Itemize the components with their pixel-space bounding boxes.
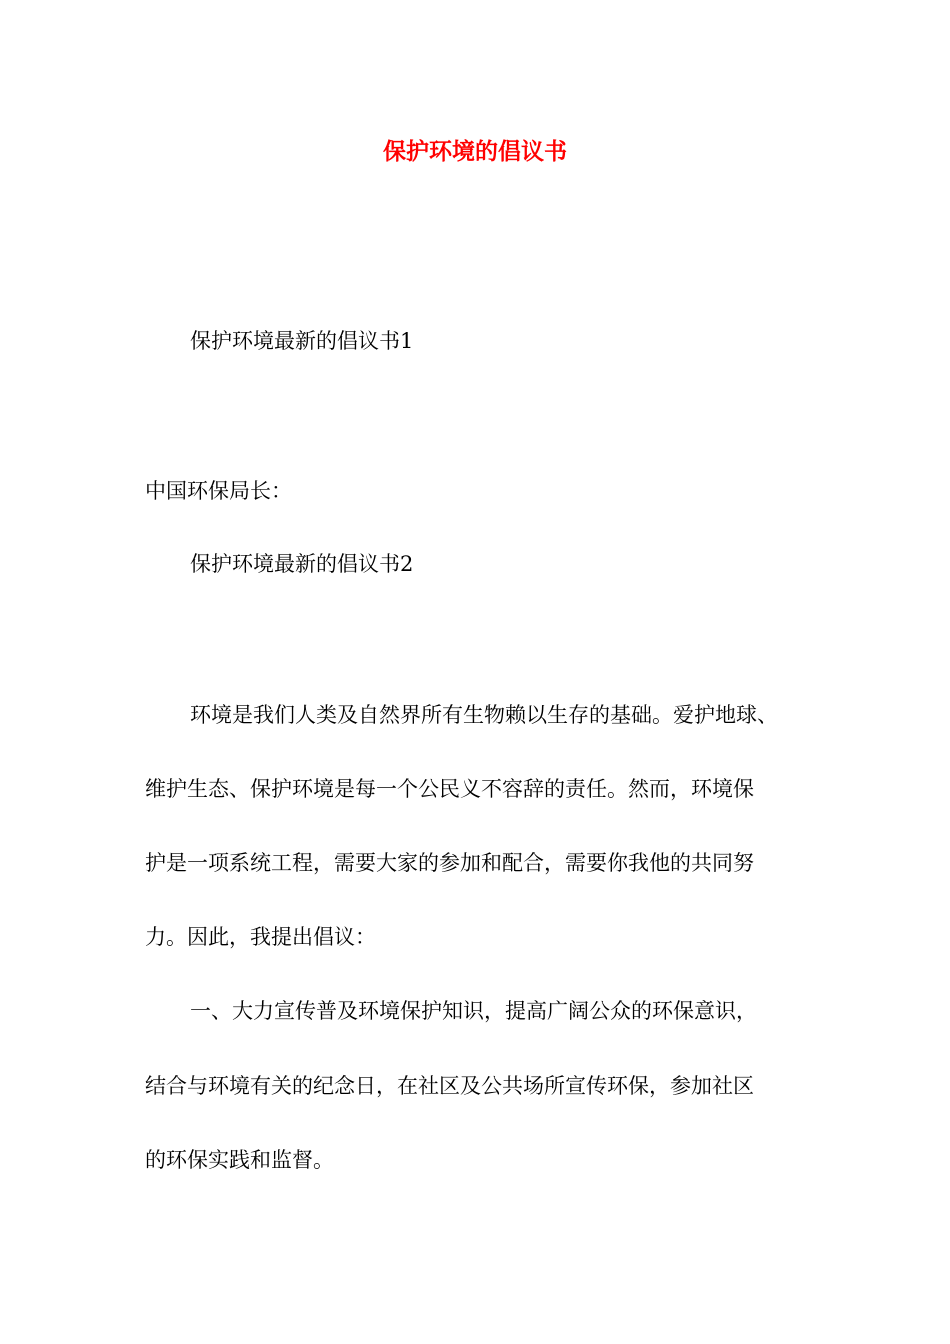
paragraph-1-line-1: 环境是我们人类及自然界所有生物赖以生存的基础。爱护地球、 [190,703,778,727]
salutation: 中国环保局长： [145,479,292,503]
paragraph-2-line-2: 结合与环境有关的纪念日，在社区及公共场所宣传环保，参加社区 [145,1074,754,1098]
section-heading-2: 保护环境最新的倡议书2 [190,552,414,576]
paragraph-1-line-2: 维护生态、保护环境是每一个公民义不容辞的责任。然而，环境保 [145,777,754,801]
paragraph-1-line-4: 力。因此，我提出倡议： [145,925,376,949]
paragraph-2-line-3: 的环保实践和监督。 [145,1148,334,1172]
page-title: 保护环境的倡议书 [383,138,567,165]
paragraph-1-line-3: 护是一项系统工程，需要大家的参加和配合，需要你我他的共同努 [145,851,754,875]
section-heading-1: 保护环境最新的倡议书1 [190,329,414,353]
paragraph-2-line-1: 一、大力宣传普及环境保护知识，提高广阔公众的环保意识， [190,999,757,1023]
